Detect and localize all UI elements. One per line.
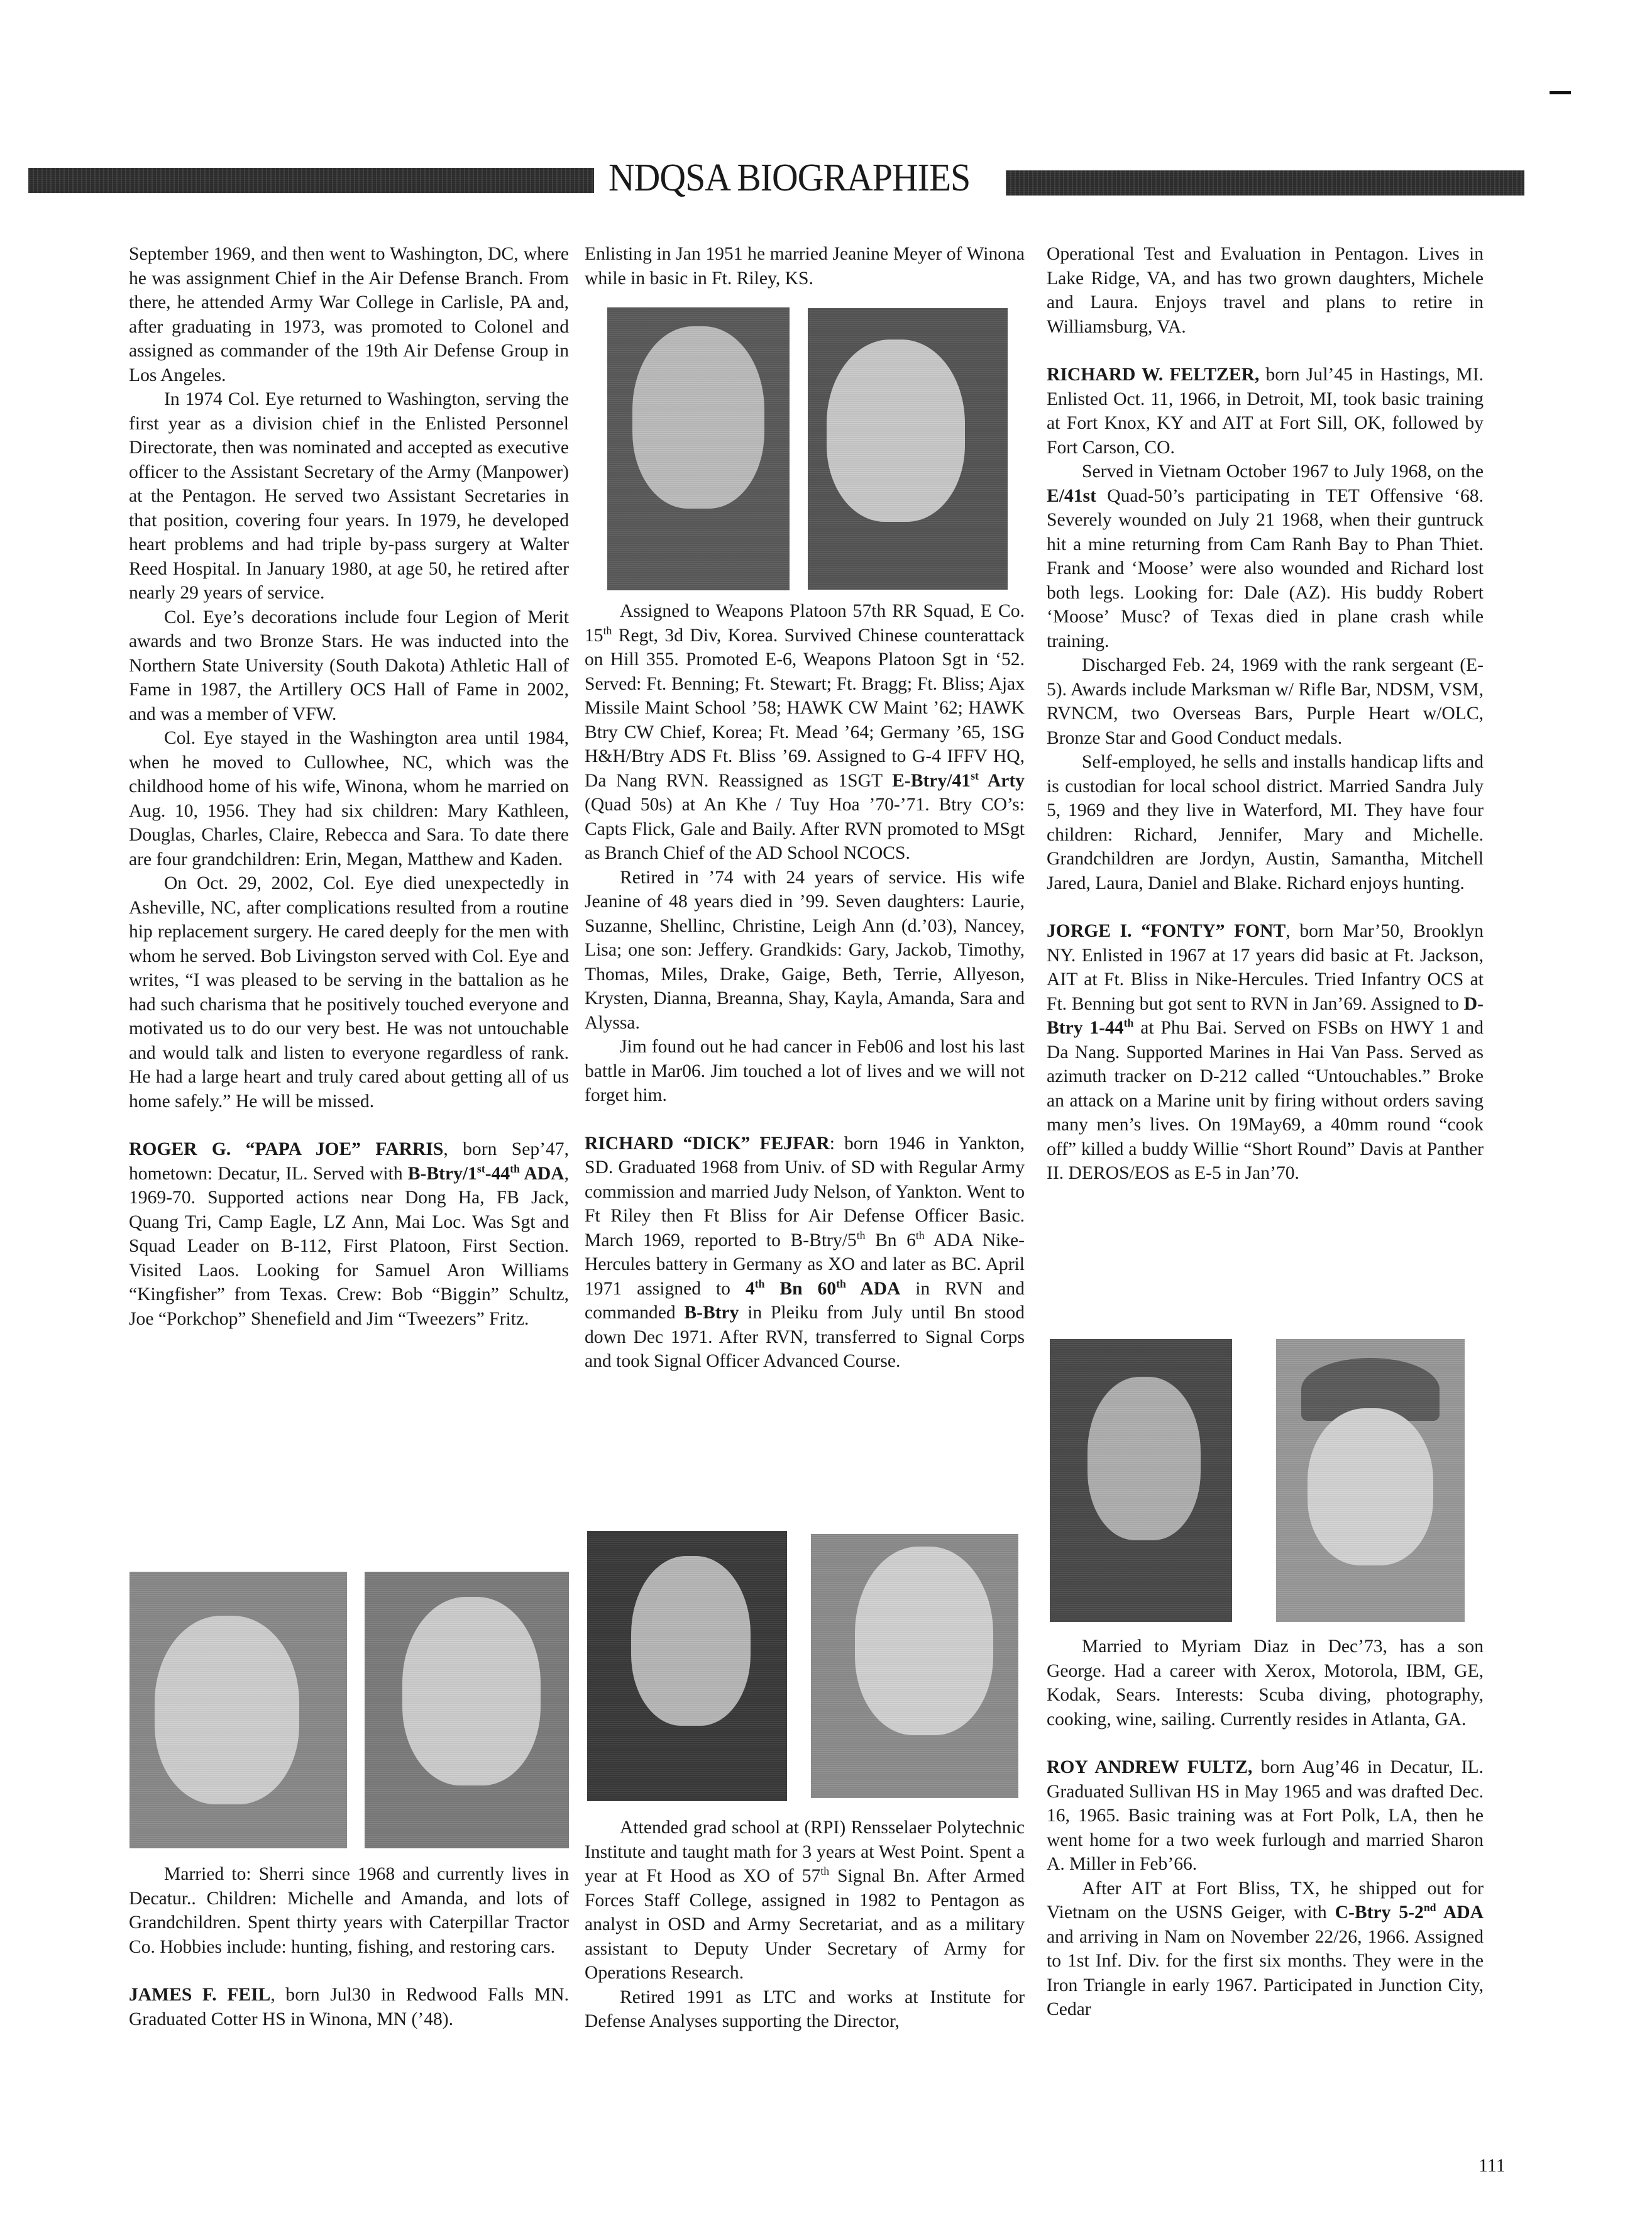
column-2-lower (585, 1816, 1025, 2034)
farris-bio-paragraph: Married to: Sherri since 1968 and currently lives in Decatur.. Children: Michelle and Amanda, and lots of Grandchildren. Spent thirty years with Caterpillar Tractor Co. Hobbies include: hunting, fishing, and restoring cars. (129, 1864, 569, 1957)
photo-font-old (1276, 1339, 1465, 1622)
photo-fejfar-old (811, 1534, 1018, 1798)
fejfar-bio-paragraph: Operational Test and Evaluation in Pentagon. Lives in Lake Ridge, VA, and has two grown daughters, Michele and Laura. Enjoys travel and plans to retire in Williamsburg, VA. (1047, 244, 1484, 337)
section-title: NDQSA BIOGRAPHIES (608, 157, 971, 199)
eye-bio-paragraph: September 1969, and then went to Washington, DC, where he was assignment Chief in the Air Defense Branch. From there, he attended Army War College in Carlisle, PA and, after graduating in 1973, was promoted to Colonel and assigned as commander of the 19th Air Defense Group in Los Angeles. (129, 244, 569, 385)
photo-fejfar-young (587, 1531, 787, 1801)
eye-bio-paragraph: In 1974 Col. Eye returned to Washington, serving the first year as a division chief in the Enlisted Personnel Directorate, then was nominated and accepted as executive officer to the Assistant Secretary of the Army (Manpower) at the Pentagon. He served two Assistant Secretaries in that position, covering four years. In 1979, he developed heart problems and had triple by-pass surgery at Walter Reed Hospital. In January 1980, at age 50, he retired after nearly 29 years of service. (129, 389, 569, 603)
feil-bio-paragraph: Assigned to Weapons Platoon 57th RR Squad, E Co. 15th Regt, 3d Div, Korea. Survived Chinese counterattack on Hill 355. Promoted E-6, Weapons Platoon Sgt in ‘52. Served: Ft. Benning; Ft. Stewart; Ft. Bragg; Ft. Bliss; Ajax Missile Maint School ’58; HAWK CW Maint ’62; HAWK Btry CW Chief, Korea; Ft. Mead ’64; Germany ’65, 1SG H&H/Btry ADS Ft. Bliss ’69. Assigned to G-4 IFFV HQ, Da Nang RVN. Reassigned as 1SGT E-Btry/41st Arty (Quad 50s) at An Khe / Tuy Hoa ’70-’71. Btry CO’s: Capts Flick, Gale and Baily. After RVN promoted to MSgt as Branch Chief of the AD School NCOCS. (585, 601, 1025, 863)
photo-farris-old (365, 1572, 569, 1848)
farris-name: ROGER G. “PAPA JOE” FARRIS (129, 1139, 444, 1159)
column-3-lower (1047, 1635, 1484, 2022)
feltzer-bio-paragraph: Discharged Feb. 24, 1969 with the rank sergeant (E-5). Awards include Marksman w/ Rifle Bar, NDSM, VSM, RVNCM, two Overseas Bars, Purple Heart w/OLC, Bronze Star and Good Conduct medals. (1047, 655, 1484, 748)
feil-bio-paragraph: JAMES F. FEIL, born Jul30 in Redwood Falls MN. Graduated Cotter HS in Winona, MN (’48). (129, 1985, 569, 2029)
fejfar-unit: 4th Bn 60th ADA (745, 1277, 901, 1299)
header-bar-right (1006, 170, 1524, 196)
farris-bio-paragraph: ROGER G. “PAPA JOE” FARRIS, born Sep’47, hometown: Decatur, IL. Served with B-Btry/1st-44th ADA, 1969-70. Supported actions near Dong Ha, FB Jack, Quang Tri, Camp Eagle, LZ Ann, Mai Loc. Was Sgt and Squad Leader on B-112, First Platoon, First Section. Visited Laos. Looking for Samuel Aron Williams “Kingfisher” from Texas. Crew: Bob “Biggin” Schultz, Joe “Porkchop” Shenefield and Jim “Tweezers” Fritz. (129, 1139, 569, 1329)
font-bio-paragraph: JORGE I. “FONTY” FONT, born Mar’50, Brooklyn NY. Enlisted in 1967 at 17 years did basic at Ft. Jackson, AIT at Ft. Bliss in Nike-Hercules. Tried Infantry OCS at Ft. Benning but got sent to RVN in Jan’69. Assigned to D-Btry 1-44th at Phu Bai. Served on FSBs on HWY 1 and Da Nang. Supported Marines in Hai Van Pass. Served as azimuth tracker on D-212 called “Untouchables.” Broke an attack on a Marine unit by firing without orders saving many men’s lives. On 19May69, a 40mm round “cook off” killed a buddy Willie “Short Round” Davis at Panther II. DEROS/EOS as E-5 in Jan’70. (1047, 921, 1484, 1183)
photo-feil-young (607, 307, 790, 590)
fultz-unit: C-Btry 5-2nd ADA (1335, 1901, 1484, 1923)
fejfar-bio-paragraph: Attended grad school at (RPI) Rensselaer Polytechnic Institute and taught math for 3 years at West Point. Spent a year at Ft Hood as XO of 57th Signal Bn. After Armed Forces Staff College, assigned in 1982 to Pentagon as analyst in OSD and Army Secretariat, and as a military assistant to Deputy Under Secretary of Army for Operations Research. (585, 1818, 1025, 1983)
feil-unit: E-Btry/41st Arty (892, 769, 1025, 791)
column-2-middle (585, 599, 1025, 1374)
feltzer-name: RICHARD W. FELTZER, (1047, 365, 1260, 385)
font-name: JORGE I. “FONTY” FONT (1047, 921, 1286, 941)
photo-farris-young (129, 1572, 347, 1848)
feltzer-unit: E/41st (1047, 485, 1096, 506)
page-corner-mark (1550, 91, 1571, 94)
feil-name: JAMES F. FEIL (129, 1985, 271, 2005)
photo-font-young (1050, 1339, 1232, 1622)
column-3 (1047, 242, 1484, 1186)
fultz-name: ROY ANDREW FULTZ, (1047, 1757, 1253, 1777)
feltzer-bio-paragraph: RICHARD W. FELTZER, born Jul’45 in Hastings, MI. Enlisted Oct. 11, 1966, in Detroit, MI, took basic training at Fort Knox, KY and AIT at Fort Sill, OK, followed by Fort Carson, CO. (1047, 365, 1484, 458)
fejfar-name: RICHARD “DICK” FEJFAR (585, 1133, 830, 1154)
fultz-bio-paragraph: After AIT at Fort Bliss, TX, he shipped out for Vietnam on the USNS Geiger, with C-Btry 5-2nd ADA and arriving in Nam on November 22/26, 1966. Assigned to 1st Inf. Div. for the first six months. They were in the Iron Triangle in early 1967. Participated in Junction City, Cedar (1047, 1878, 1484, 2019)
eye-bio-paragraph: Col. Eye stayed in the Washington area until 1984, when he moved to Cullowhee, NC, which was the childhood home of his wife, Winona, whom he married on Aug. 10, 1956. They had six children: Mary Kathleen, Douglas, Charles, Claire, Rebecca and Sara. To date there are four grandchildren: Erin, Megan, Matthew and Kaden. (129, 728, 569, 869)
page-number: 111 (1479, 2155, 1506, 2176)
farris-unit: B-Btry/1st-44th ADA (407, 1162, 564, 1184)
feil-bio-paragraph: Enlisting in Jan 1951 he married Jeanine Meyer of Winona while in basic in Ft. Riley, KS. (585, 244, 1025, 289)
font-unit: D-Btry 1-44th (1047, 993, 1484, 1038)
feil-bio-paragraph: Jim found out he had cancer in Feb06 and lost his last battle in Mar06. Jim touched a lot of lives and we will not forget him. (585, 1037, 1025, 1105)
fejfar-bio-paragraph: RICHARD “DICK” FEJFAR: born 1946 in Yankton, SD. Graduated 1968 from Univ. of SD with Regular Army commission and married Judy Nelson, of Yankton. Went to Ft Riley then Ft Bliss for Air Defense Officer Basic. March 1969, reported to B-Btry/5th Bn 6th ADA Nike-Hercules battery in Germany as XO and later as BC. April 1971 assigned to 4th Bn 60th ADA in RVN and commanded B-Btry in Pleiku from July until Bn stood down Dec 1971. After RVN, transferred to Signal Corps and took Signal Officer Advanced Course. (585, 1133, 1025, 1371)
fultz-bio-paragraph: ROY ANDREW FULTZ, born Aug’46 in Decatur, IL. Graduated Sullivan HS in May 1965 and was drafted Dec. 16, 1965. Basic training was at Fort Polk, LA, then he went home for a two week furlough and married Sharon A. Miller in Feb’66. (1047, 1757, 1484, 1874)
photo-feil-old (808, 308, 1008, 590)
font-bio-paragraph: Married to Myriam Diaz in Dec’73, has a son George. Had a career with Xerox, Motorola, IBM, GE, Kodak, Sears. Interests: Scuba diving, photography, cooking, wine, sailing. Currently resides in Atlanta, GA. (1047, 1636, 1484, 1730)
feil-bio-paragraph: Retired in ’74 with 24 years of service. His wife Jeanine of 48 years died in ’99. Seven daughters: Laurie, Suzanne, Shellinc, Christine, Leigh Ann (d.’03), Nancey, Lisa; one son: Jeffery. Grandkids: Gary, Jackob, Timothy, Thomas, Miles, Drake, Gaige, Beth, Terrie, Allyeson, Krysten, Dianna, Breanna, Shay, Kayla, Amanda, Sara and Alyssa. (585, 867, 1025, 1033)
column-1 (129, 242, 569, 1331)
eye-bio-paragraph: On Oct. 29, 2002, Col. Eye died unexpectedly in Asheville, NC, after complications resulted from a routine hip replacement surgery. He cared deeply for the men with whom he served. Bob Livingston served with Col. Eye and writes, “I was pleased to be serving in the battalion as he had such charisma that he positively touched everyone and motivated us to do our very best. He was not untouchable and would talk and listen to everyone regardless of rank. He had a large heart and truly cared about getting all of us home safely.” He will be missed. (129, 873, 569, 1112)
eye-bio-paragraph: Col. Eye’s decorations include four Legion of Merit awards and two Bronze Stars. He was inducted into the Northern State University (South Dakota) Athletic Hall of Fame in 1987, the Artillery OCS Hall of Fame in 2002, and was a member of VFW. (129, 607, 569, 724)
feltzer-bio-paragraph: Self-employed, he sells and installs handicap lifts and is custodian for local school district. Married Sandra July 5, 1969 and they live in Waterford, MI. They have four children: Richard, Jennifer, Mary and Michelle. Grandchildren are Jordyn, Austin, Samantha, Mitchell Jared, Laura, Daniel and Blake. Richard enjoys hunting. (1047, 752, 1484, 893)
feltzer-bio-paragraph: Served in Vietnam October 1967 to July 1968, on the E/41st Quad-50’s participating in TET Offensive ‘68. Severely wounded on July 21 1968, when their guntruck hit a mine returning from Cam Ranh Bay to Phan Thiet. Frank and ‘Moose’ were also wounded and Richard lost both legs. Looking for: Dale (AZ). His buddy Robert ‘Moose’ Musc? of Texas died in plane crash while training. (1047, 461, 1484, 651)
header-bar-left (28, 168, 594, 193)
column-1-lower (129, 1862, 569, 2031)
fejfar-bio-paragraph: Retired 1991 as LTC and works at Institute for Defense Analyses supporting the Director, (585, 1987, 1025, 2031)
column-2 (585, 242, 1025, 290)
